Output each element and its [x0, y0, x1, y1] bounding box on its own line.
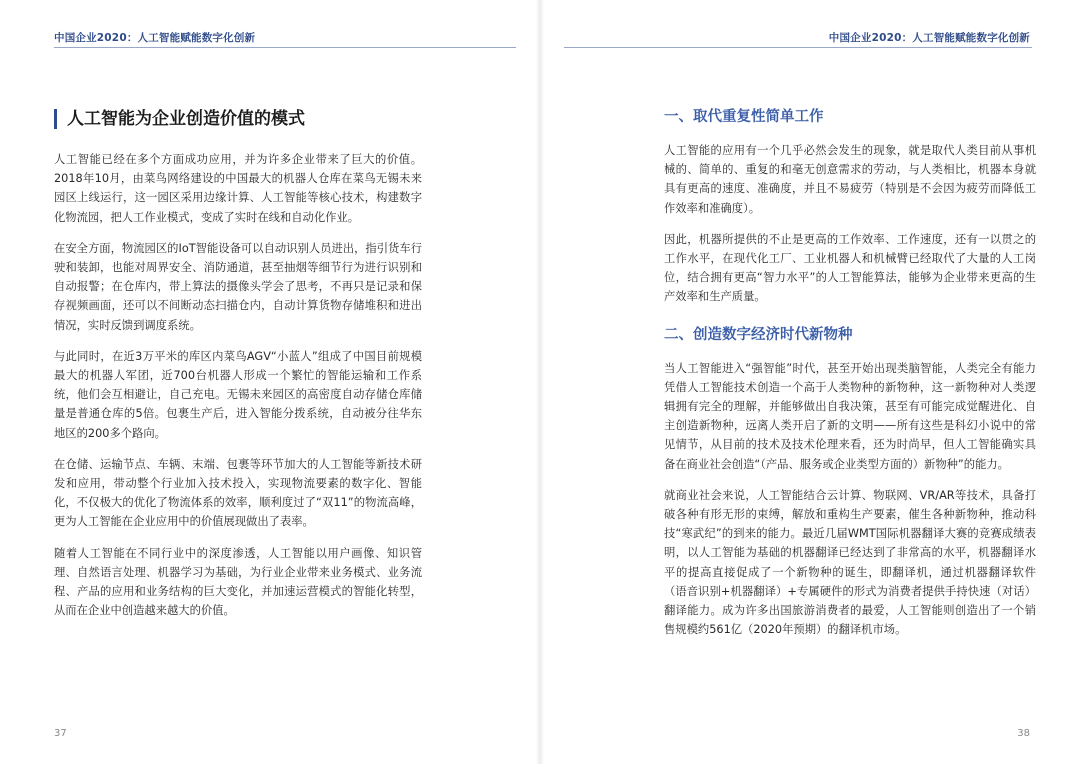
running-head-left: 中国企业2020：人工智能赋能数字化创新	[54, 32, 256, 44]
paragraph: 与此同时，在近3万平米的库区内菜鸟AGV“小蓝人”组成了中国目前规模最大的机器人军团，近700台机器人形成一个繁忙的智能运输和工作系统，他们会互相避让，自己充电。无锡未来园区的高密度自动存储仓库储量是普通仓库的5倍。包裹生产后，进入智能分拨系统，自动被分往华东地区的200多个路向。	[54, 349, 422, 440]
page-number-right: 38	[1017, 728, 1030, 739]
section-title: 人工智能为企业创造价值的模式	[54, 109, 305, 129]
running-head-right: 中国企业2020：人工智能赋能数字化创新	[828, 32, 1030, 44]
subsection-title-2: 二、创造数字经济时代新物种	[664, 326, 853, 343]
paragraph: 在仓储、运输节点、车辆、末端、包裹等环节加大的人工智能等新技术研发和应用，带动整个行业加入技术投入，实现物流要素的数字化、智能化，不仅极大的优化了物流体系的效率，顺利度过了“双11”的物流高峰，更为人工智能在企业应用中的价值展现做出了表率。	[54, 457, 422, 529]
paragraph: 因此，机器所提供的不止是更高的工作效率、工作速度，还有一以贯之的工作水平，在现代化工厂、工业机器人和机械臂已经取代了大量的人工岗位，结合拥有更高“智力水平”的人工智能算法，能够为企业带来更高的生产效率和生产质量。	[664, 232, 1036, 304]
subsection-title-1: 一、取代重复性简单工作	[664, 109, 824, 125]
right-page	[540, 0, 1080, 764]
paragraph: 随着人工智能在不同行业中的深度渗透，人工智能以用户画像、知识管理、自然语言处理、机器学习为基础，为行业企业带来业务模式、业务流程、产品的应用和业务结构的巨大变化，并加速运营模式的智能化转型，从而在企业中创造越来越大的价值。	[54, 546, 422, 618]
paragraph: 就商业社会来说，人工智能结合云计算、物联网、VR/AR等技术，具备打破各种有形无形的束缚，解放和重构生产要素，催生各种新物种，推动科技“寒武纪”的到来的能力。最近几届WMT国际机器翻译大赛的竞赛成绩表明，以人工智能为基础的机器翻译已经达到了非常高的水平，机器翻译水平的提高直接促成了一个新物种的诞生，即翻译机，通过机器翻译软件（语音识别+机器翻译）+专属硬件的形式为消费者提供手持快速（对话）翻译能力。成为许多出国旅游消费者的最爱，人工智能则创造出了一个销售规模约561亿（2020年预期）的翻译机市场。	[664, 488, 1036, 637]
left-body	[54, 150, 422, 632]
paragraph: 人工智能已经在多个方面成功应用，并为许多企业带来了巨大的价值。2018年10月，由菜鸟网络建设的中国最大的机器人仓库在菜鸟无锡未来园区上线运行，这一园区采用边缘计算、人工智能等核心技术，构建数字化物流园，把人工作业模式，变成了实时在线和自动化作业。	[54, 153, 422, 224]
right-body	[664, 109, 1036, 651]
paragraph: 在安全方面，物流园区的IoT智能设备可以自动识别人员进出，指引货车行驶和装卸，也能对周界安全、消防通道，甚至抽烟等细节行为进行识别和自动报警；在仓库内，带上算法的摄像头学会了思考，不再只是记录和保存视频画面，还可以不间断动态扫描仓内，自动计算货物存储堆积和进出情况，实时反馈到调度系统。	[54, 241, 422, 332]
paragraph: 当人工智能进入“强智能”时代，甚至开始出现类脑智能，人类完全有能力凭借人工智能技术创造一个高于人类物种的新物种，这一新物种对人类逻辑拥有完全的理解，并能够做出自我决策，甚至有可能完成觉醒进化、自主创造新物种，远离人类开启了新的文明——所有这些是科幻小说中的常见情节，从目前的技术及技术伦理来看，还为时尚早，但人工智能确实具备在商业社会创造“（产品、服务或企业类型方面的）新物种”的能力。	[664, 361, 1036, 471]
header-rule-left	[54, 47, 516, 48]
paragraph: 人工智能的应用有一个几乎必然会发生的现象，就是取代人类目前从事机械的、简单的、重复的和毫无创意需求的劳动，与人类相比，机器本身就具有更高的速度、准确度，并且不易疲劳（特别是不会因为疲劳而降低工作效率和准确度）。	[664, 144, 1036, 215]
page-number-left: 37	[54, 728, 67, 739]
header-rule-right	[564, 47, 1032, 48]
